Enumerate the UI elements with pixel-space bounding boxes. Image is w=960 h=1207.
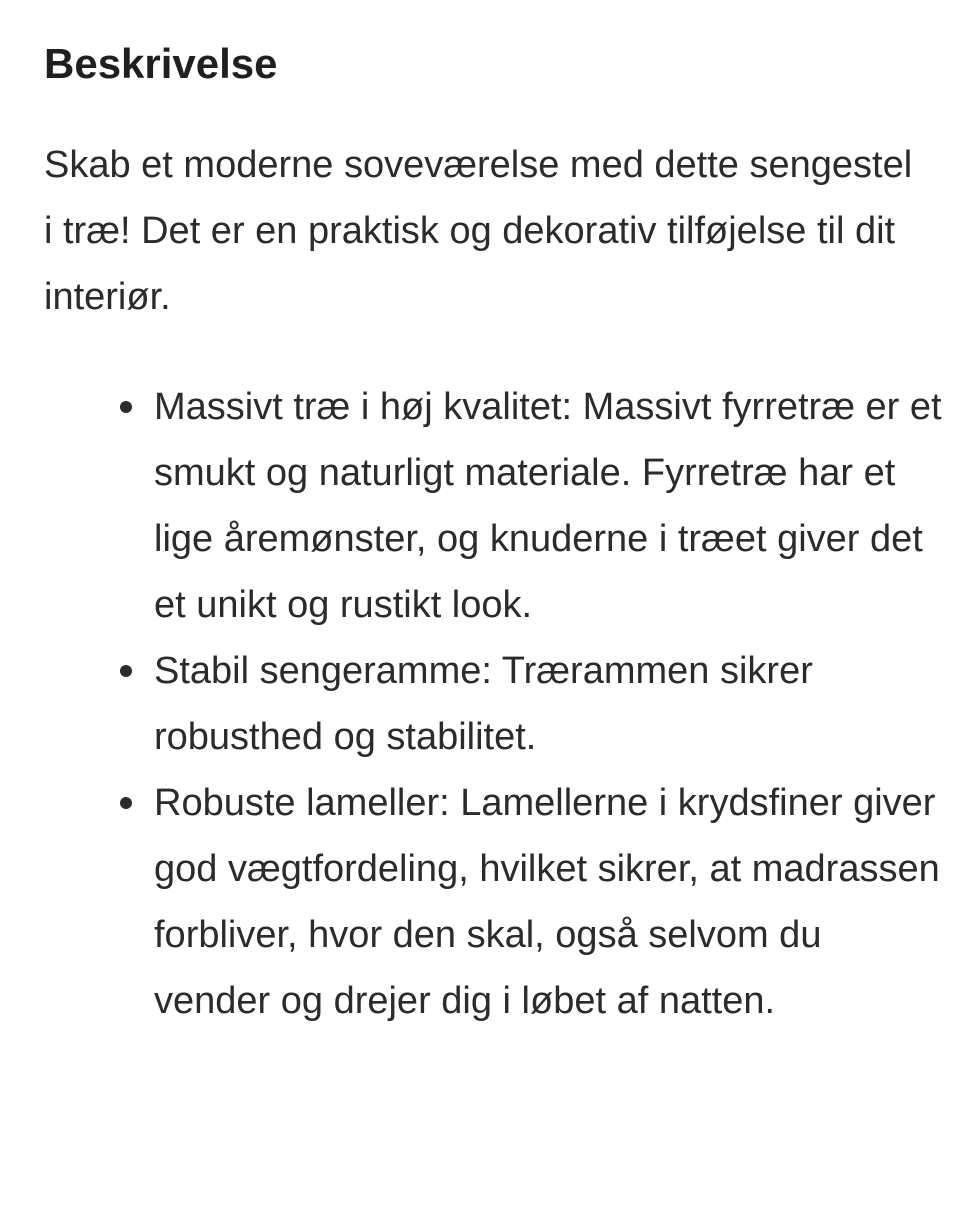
description-heading: Beskrivelse	[44, 40, 278, 87]
feature-item-stable-frame	[118, 638, 948, 770]
description-intro: Skab et moderne soveværelse med dette sengestel i træ! Det er en praktisk og dekorativ tilføjelse til dit interiør.	[44, 144, 913, 318]
feature-item-slats	[118, 770, 948, 1034]
bullet-icon	[120, 401, 132, 413]
feature-item-solid-wood	[118, 374, 948, 638]
bullet-icon	[120, 797, 132, 809]
feature-text: Massivt træ i høj kvalitet: Massivt fyrretræ er et smukt og naturligt materiale. Fyrretræ har et lige åremønster, og knuderne i træet giver det et unikt og rustikt look.	[154, 386, 942, 626]
feature-list	[118, 374, 948, 1034]
bullet-icon	[120, 665, 132, 677]
feature-text: Robuste lameller: Lamellerne i krydsfiner giver god vægtfordeling, hvilket sikrer, at madrassen forbliver, hvor den skal, også selvom du vender og drejer dig i løbet af natten.	[154, 782, 940, 1022]
feature-text: Stabil sengeramme: Trærammen sikrer robusthed og stabilitet.	[154, 650, 813, 758]
